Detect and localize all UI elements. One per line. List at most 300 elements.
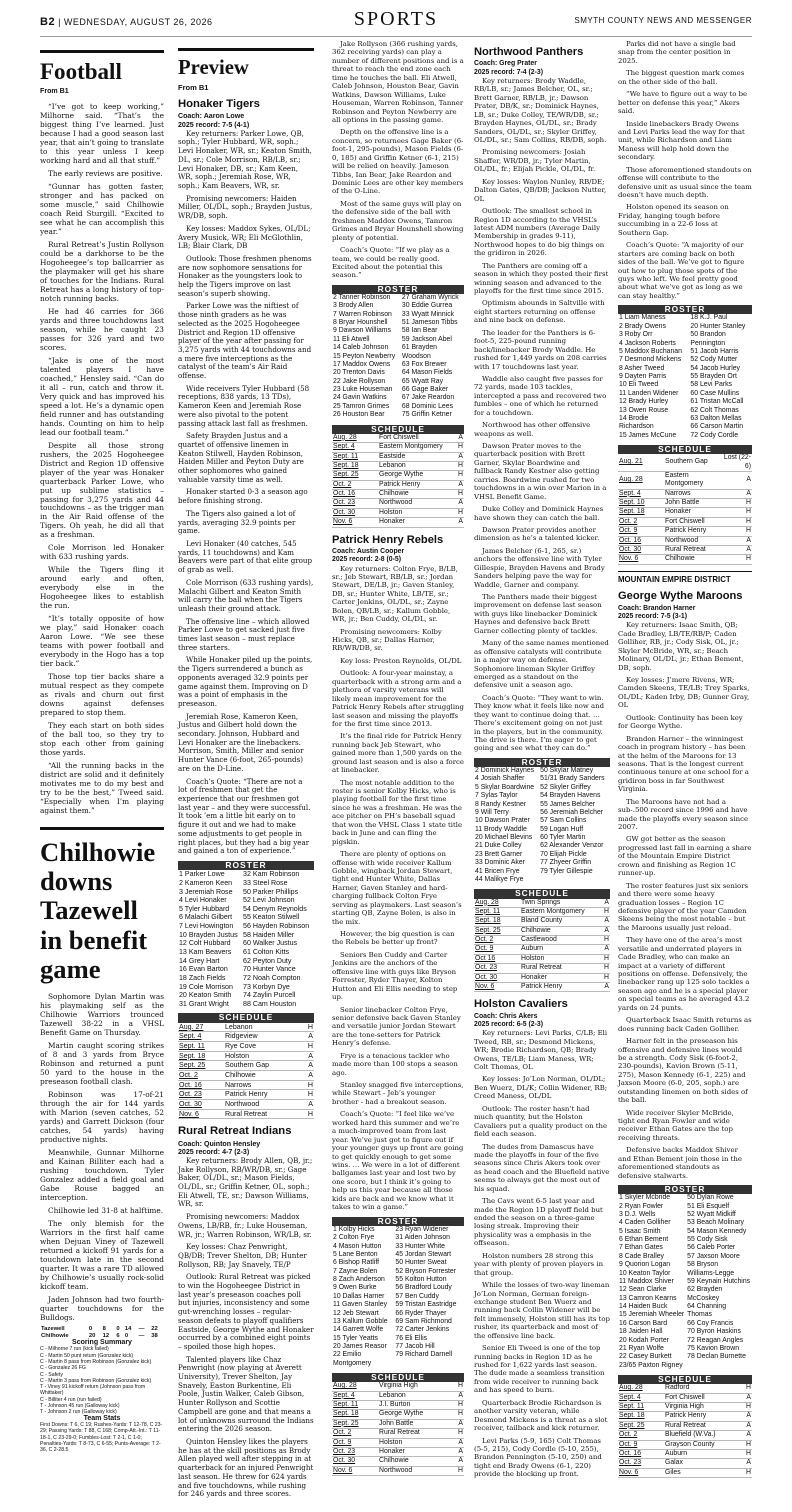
roster-row xyxy=(178,1000,314,1009)
score-cell: 8 xyxy=(102,1325,106,1332)
home-away: A xyxy=(601,926,610,935)
roster-player: 5 Tyler Hubbard xyxy=(179,904,230,913)
schedule-row xyxy=(332,1419,464,1428)
paragraph: Despite all those strong rushers, the 2025 Hogoheegee District and Region 1D offensive player of the year was Honaker quarterback Parker Lowe, who put up sublime statistics – passing for 3,275 yards and 44 touchdowns – as the trigger man in the Air Raid offense of the Tigers. Oh yeah, he did all that as a freshman. xyxy=(40,440,164,540)
roster-row xyxy=(474,868,610,876)
roster-player: 8 Randy Kestner xyxy=(475,800,527,808)
scoring-list xyxy=(40,1346,164,1415)
roster-player: 60 Case Mullins xyxy=(690,389,740,397)
paragraph: “It’s totally opposite of how we play,” said Honaker coach Aaron Lowe. “We see these teams with power football and everybody in the Hogo has a top tier back.” xyxy=(40,614,164,669)
paragraph: The Panthers made their biggest improvement on defense last season with guys like linebacker Dominick Haynes and defensive back Brett Garner collecting plenty of tackles. xyxy=(474,593,602,635)
opponent: Eastern Montgomery xyxy=(378,443,456,452)
roster-row xyxy=(178,965,314,974)
preview-column xyxy=(178,48,314,1503)
roster-row xyxy=(474,876,610,884)
roster-player: 70 Byron Haskins xyxy=(687,1328,741,1336)
schedule-row xyxy=(618,527,752,536)
roster-player: 66 Coy Francis xyxy=(687,1319,734,1327)
game-date: Aug. 27 xyxy=(178,1023,224,1032)
home-away: H xyxy=(742,1403,752,1412)
opponent: Bluefield (W.Va.) xyxy=(664,1431,742,1440)
roster-player: 11 Landen Widener xyxy=(619,389,679,397)
paragraph: Coach’s Quote: “I feel like we’ve worked hard this summer and we’re a much-improved team from last year. We’ve just got to figure out if your younger guys up front are going to get quickly enough to get some wins. … We were in a lot of different ballgames last year and lost two by one score, but I think it’s going to help us this year because all those kids are back and we know what it takes to win a game.” xyxy=(332,1110,464,1212)
roster-row xyxy=(332,1318,464,1326)
roster-player: 2 Tanner Robinson xyxy=(333,293,391,301)
team-northwood xyxy=(474,46,610,992)
roster-player: 44 Malikye Frye xyxy=(475,875,524,883)
roster-player: 59 Tristan Eastridge xyxy=(395,1301,457,1309)
paragraph: Quarterback Brodie Richardson is another varsity veteran, while Desmond Mickens is a threat as a slot receiver, tailback and kick returner. xyxy=(474,1398,608,1433)
home-away: H xyxy=(302,1090,314,1100)
roster-player: 4 Caden Golliher xyxy=(619,1219,671,1227)
roster-row xyxy=(332,1293,464,1301)
roster-row xyxy=(332,1234,464,1242)
paragraph: Dawson Prater moves to the quarterback position with Brett Garner, Skylar Boardwine and fullback Randy Kestner also getting carries. Boardwine rushed for two touchdowns in a win over Marion in a VHSL Benefit Game. xyxy=(474,442,607,501)
roster-player: 79 Tyler Gillespie xyxy=(540,867,593,875)
roster-player: 18 K.J. Paul xyxy=(690,314,728,322)
roster-player: 3 Roby Orr xyxy=(619,331,653,339)
home-away: H xyxy=(453,1410,464,1419)
roster-player xyxy=(686,1362,752,1370)
schedule-heading: SCHEDULE xyxy=(618,1375,752,1384)
paragraph: The Cavs went 6-5 last year and made the Region 1D playoff field but ended the season on a three-game losing streak. Improving their physicality was a emphasis in the offseason. xyxy=(474,1197,603,1248)
team-stats: First Downs: T 6, C 19; Rushes-Yards: T 12-78, C 23-29; Passing Yards: T 88, C 168; Comp-Att.-Int.: T 11-18-1, C 23-29-0; Fumbles-Lost: T 2-1, C 1-0; Penalties-Yards: T 8-73, C 6-55; Punts-Average: T 2-36, C 2-28.5 xyxy=(40,1422,163,1454)
roster-player: 50 Skylar Matney xyxy=(540,767,594,775)
home-away: H xyxy=(302,1080,314,1090)
paragraph: “All the running backs in the district are solid and it definitely motivates me to do my best and try to be the best,” Tweed said. “Especially when I’m playing against them.” xyxy=(40,761,164,815)
roster-player: 73 Korbyn Dye xyxy=(243,982,290,991)
roster-player: 57 Sam Collins xyxy=(540,817,587,825)
opponent: Chilhowie xyxy=(520,926,601,935)
paragraph: Senior linebacker Colton Frye, senior defensive back Gaven Stanley and versatile junior Jordan Stewart are the tone-setters for Patrick Henry’s defense. xyxy=(332,1005,461,1048)
schedule-row xyxy=(618,499,752,508)
scoring-play: C - Martin 50 punt return (Gonzalez kick) xyxy=(40,1352,134,1359)
paragraph: Key loss: Preston Reynolds, OL/DL xyxy=(340,656,462,665)
game-date: Sept. 4 xyxy=(332,443,378,452)
schedule-heading: SCHEDULE xyxy=(618,445,752,454)
schedule-row xyxy=(332,471,464,480)
roster-player: 10 Brayden Justus xyxy=(179,930,238,939)
roster-player: 20 Michael Blevins xyxy=(475,834,533,842)
game-date: Sept. 11 xyxy=(332,1401,378,1410)
team-record: 2025 record: 2-8 (0-5) xyxy=(332,556,402,564)
opponent: Northwood xyxy=(378,1466,453,1475)
paragraph: Dawson Prater provides another dimension as he’s a talented kicker. xyxy=(474,525,600,543)
opponent: Lebanon xyxy=(378,1391,453,1400)
paragraph: Waddle also caught five passes for 72 yards, made 103 tackles, intercepted a pass and recovered two fumbles – one of which he returned for a touchdown. xyxy=(474,374,607,417)
home-away: A xyxy=(456,499,464,508)
paragraph: Outlook: A four-year mainstay, a quarterback with a strong arm and a plethora of varsity veterans will likely mean improvement for the Patrick Henry Rebels after struggling last season and missing the playoffs for the first time since 2013. xyxy=(332,669,464,728)
schedule-row xyxy=(618,454,752,471)
roster-row xyxy=(618,1253,752,1261)
game-date: Sept. 11 xyxy=(332,452,378,461)
home-away: H xyxy=(456,461,464,470)
roster-row xyxy=(332,1301,464,1309)
opponent: Northwood xyxy=(378,499,456,508)
roster-row xyxy=(618,1362,752,1370)
opponent: Rural Retreat xyxy=(664,545,722,554)
schedule-row xyxy=(178,1080,314,1090)
roster-player: 11 Eli Atwell xyxy=(333,335,370,343)
roster-row xyxy=(618,1236,752,1244)
roster-box xyxy=(618,1185,752,1370)
opponent: Galax xyxy=(664,1459,742,1468)
roster-row xyxy=(618,1345,752,1353)
game-date: Oct. 23 xyxy=(618,1459,664,1468)
opponent: Honaker xyxy=(378,518,456,527)
paper-name: SMYTH COUNTY NEWS AND MESSENGER xyxy=(574,16,752,25)
roster-player: 3 Brody Allen xyxy=(333,302,374,310)
roster-player: 7 Sylas Taylor xyxy=(475,792,518,800)
roster-row xyxy=(618,423,752,431)
schedule-row xyxy=(474,936,610,945)
opponent: Holston xyxy=(378,1438,453,1447)
roster-player: 72 Carter Jenkins xyxy=(395,1326,450,1334)
roster-player: 1 Skyler Mcbride xyxy=(619,1194,671,1202)
home-away: A xyxy=(742,1393,752,1402)
roster-row xyxy=(474,851,610,859)
roster-player: 13 Owen Rouse xyxy=(619,406,669,414)
team-coach: Coach: Brandon Harner xyxy=(618,604,696,612)
roster-box xyxy=(618,305,752,440)
roster-row xyxy=(618,1337,752,1345)
game-date: Aug. 21 xyxy=(618,454,664,471)
opponent: Chilhowie xyxy=(224,1070,302,1080)
opponent: Patrick Henry xyxy=(664,1412,742,1421)
opponent: George Wythe xyxy=(378,471,456,480)
football-from: From B1 xyxy=(40,87,69,96)
roster-player: 13 Camron Kearns xyxy=(619,1294,677,1302)
schedule-row xyxy=(332,1391,464,1400)
home-away: H xyxy=(453,1466,464,1475)
opponent: Twin Springs xyxy=(520,899,601,908)
game-date: Oct. 2 xyxy=(618,517,664,526)
roster-row xyxy=(618,1278,752,1286)
roster-player: 14 Haiden Buck xyxy=(619,1303,668,1311)
paragraph: Brandon Harner – the winningest coach in program history – has been at the helm of the Maroons for 13 seasons. That is the longest current continuous tenure at one school for a gridiron boss in far Southwest Virginia. xyxy=(618,734,749,794)
roster-player: 10 Dallas Harner xyxy=(333,1292,385,1300)
home-away: H xyxy=(742,1440,752,1449)
opponent: Patrick Henry xyxy=(520,982,601,991)
roster-player: 51 Jacob Harris xyxy=(690,347,739,355)
paragraph: Coach’s Quote: “If we play as a team, we could be really good. Excited about the potential this season.” xyxy=(332,246,450,280)
schedule-row xyxy=(618,517,752,526)
roster-row xyxy=(332,1310,464,1318)
scoring-play: T - Viney 91 kickoff return (Johnson pass from Whittaker) xyxy=(40,1384,146,1397)
score-row xyxy=(40,1326,164,1333)
schedule-row xyxy=(332,1382,464,1391)
scoring-title: Scoring Summary xyxy=(72,1338,132,1346)
paragraph: Martin caught scoring strikes of 8 and 3 yards from Bryce Robinson and returned a punt 50 yard to the house in the preseason football clash. xyxy=(40,1041,164,1087)
paragraph: Cole Morrison led Honaker with 633 rushing yards. xyxy=(40,543,164,562)
opponent: Rural Retreat xyxy=(520,964,601,973)
game-date: Sept. 4 xyxy=(178,1032,224,1042)
game-date: Oct. 2 xyxy=(332,1429,378,1438)
game-date: Oct. 30 xyxy=(332,508,378,517)
roster-player: 12 Colt Hubbard xyxy=(179,939,231,948)
schedule-heading: SCHEDULE xyxy=(474,889,610,898)
roster-player: 15 Tyler Yeatts xyxy=(333,1334,378,1342)
roster-row xyxy=(178,939,314,948)
opponent: Chilhowie xyxy=(378,490,456,499)
home-away: Lost (22-6) xyxy=(723,454,751,470)
team-honaker xyxy=(178,98,314,1119)
schedule-box xyxy=(332,1373,464,1476)
roster-row xyxy=(618,340,752,348)
roster-player: 12 Brady Hurley xyxy=(619,398,669,406)
team-coach: Coach: Greg Prater xyxy=(474,60,537,68)
roster-heading: ROSTER xyxy=(178,861,314,870)
paragraph: Coach’s Quote: “A majority of our starters are coming back on both sides of the ball. We’ve got to figure out how to plug those spots of the guys who left. We feel pretty good about what we’ve got as long as we can stay healthy.” xyxy=(618,241,745,300)
paragraph: Optimism abounds in Saltville with eight starters returning on offense and nine back on defense. xyxy=(474,299,605,325)
schedule-row xyxy=(618,1403,752,1412)
roster-heading: ROSTER xyxy=(332,1217,464,1226)
roster-player: 62 Peyton Duty xyxy=(243,956,292,965)
schedule-row xyxy=(178,1090,314,1100)
roster-player: 2 Kameron Keen xyxy=(179,878,233,887)
paragraph: While Honaker piled up the points, the Tigers surrendered a bunch as opponents averaged 32.9 points per game against them. Improving on D was a point of emphasis in the preseason. xyxy=(178,655,313,708)
game-date: Sept. 18 xyxy=(332,1410,378,1419)
game-date: Aug. 28 xyxy=(474,899,520,908)
schedule-row xyxy=(474,945,610,954)
opponent: Virginia High xyxy=(664,1403,742,1412)
game-date: Sept. 25 xyxy=(332,471,378,480)
roster-player: 5 Maddox Buchanan xyxy=(619,347,682,355)
game-date: Oct. 23 xyxy=(474,964,520,973)
roster-player: 56 Hayden Robinson xyxy=(243,922,310,931)
schedule-row xyxy=(474,964,610,973)
paragraph: Sophomore Dylan Martin was his playmaking self as the Chilhowie Warriors trounced Tazewell 38-22 in a VHSL Benefit Game on Thursday. xyxy=(40,992,164,1038)
game-date: Oct. 16 xyxy=(618,536,664,545)
roster-heading: ROSTER xyxy=(474,758,610,767)
paragraph: Key losses: Waylon Nunley, RB/DE; Dalton Gates, QB/DB; Jackson Nutter, OL xyxy=(474,177,607,203)
roster-player: 58 Haiden Miller xyxy=(243,930,295,939)
schedule-row xyxy=(474,982,610,991)
roster-row xyxy=(332,1335,464,1343)
game-date: Oct. 30 xyxy=(618,545,664,554)
game-date: Oct 16 xyxy=(474,954,520,963)
roster-table xyxy=(474,767,610,884)
section-title: SPORTS xyxy=(353,8,439,30)
roster-row xyxy=(178,913,314,922)
team-coach: Coach: Quinton Hensley xyxy=(178,1139,261,1148)
paragraph: They have one of the area’s most versatile and underrated players in Cade Bradley, who can make an impact at a variety of different positions on offense. Defensively, the linebacker rang up 125 solo tackles a season ago and he is a special player on special teams as he averaged 43.2 yards on 24 punts. xyxy=(618,936,750,1012)
roster-player: 75 Kavion Brown xyxy=(687,1344,740,1352)
home-away: A xyxy=(601,945,610,954)
score-cell: 12 xyxy=(102,1332,110,1339)
scoring-play: C - Martin 8 pass from Robinson (Gonzalez kick) xyxy=(40,1358,152,1365)
opponent: Holston xyxy=(520,954,601,963)
schedule-row xyxy=(618,1393,752,1402)
roster-player: 4 Mason Hutton xyxy=(333,1242,382,1250)
paragraph: Senior Eli Tweed is one of the top running backs in Region 1D as he rushed for 1,622 yards last season. The dude made a seamless transition from wide receiver to running back and has speed to burn. xyxy=(474,1344,605,1395)
roster-player: 5 Lane Benton xyxy=(333,1250,378,1258)
roster-player: 75 Griffin Ketner xyxy=(401,411,452,419)
opponent: Chilhowie xyxy=(664,555,722,564)
roster-row xyxy=(618,1194,752,1202)
roster-row xyxy=(474,826,610,834)
home-away: A xyxy=(742,1459,752,1468)
paragraph: Key losses: Chaz Penwright, QB/DB; Trever Shelton, DB; Hunter Rollyson, RB; Jay Snavely, TE/P xyxy=(178,1242,307,1269)
roster-player: 41 Bricen Frye xyxy=(475,867,520,875)
scoring-play: C - Safety xyxy=(40,1371,63,1378)
opponent: Eastern Montgomery xyxy=(520,907,601,916)
paragraph: Outlook: Rural Retreat was picked to win the Hogoheegee District in last year’s preseason coaches poll but injuries, inconsistency and some gut-wrenching losses – regular-season defeats to playoff qualifiers Eastside, George Wythe and Honaker occurred by a combined eight points – spoiled those high hopes. xyxy=(178,1272,314,1351)
roster-row xyxy=(618,1286,752,1294)
roster-player: 31 Grant Wright xyxy=(179,999,229,1008)
roster-player: 56 Bradford Loudy xyxy=(395,1284,452,1292)
paragraph: The most notable addition to the roster is senior Kolby Hicks, who is playing football for the first time since he was a freshman. He was the ace pitcher on PH’s baseball squad that won the VHSL Class 1 state title back in June and can fling the pigskin. xyxy=(332,778,463,846)
paragraph: Coach’s Quote: “There are not a lot of freshmen that get the experience that our freshmen got last year – and they were successful. It took ’em a little bit early on to figure it out and we had to make some adjustments to get people in right places, but they had a big year and gained a ton of experience.” xyxy=(178,776,311,856)
roster-row xyxy=(618,331,752,339)
roster-player: 1 Kolby Hicks xyxy=(333,1225,375,1233)
roster-player: 14 Garrett Wolfe xyxy=(333,1326,384,1334)
paragraph: Levi Honaker (40 catches, 545 yards, 11 touchdowns) and Kam Beavers were part of that elite group of grab as well. xyxy=(178,539,313,575)
roster-row xyxy=(618,1353,752,1361)
game-date: Sept. 25 xyxy=(332,1419,378,1428)
schedule-row xyxy=(332,1466,464,1475)
home-away: A xyxy=(601,982,610,991)
home-away: A xyxy=(601,899,610,908)
roster-row xyxy=(618,1219,752,1227)
roster-player: Montgomery xyxy=(333,1359,372,1367)
roster-player: 14 Brodie xyxy=(619,414,649,422)
roster-player: 2 Brady Owens xyxy=(619,322,666,330)
game-date: Sept. 18 xyxy=(474,917,520,926)
roster-player: 23 Brett Garner xyxy=(475,850,523,858)
column-5 xyxy=(618,40,752,1484)
paragraph: Quarterback Isaac Smith returns as does running back Caden Golliher. xyxy=(618,1016,752,1033)
roster-player: 62 Alexander Venzor xyxy=(540,842,604,850)
roster-player: 7 Ethan Gates xyxy=(619,1244,663,1252)
roster-row xyxy=(332,403,464,411)
roster-row xyxy=(618,1228,752,1236)
roster-player xyxy=(394,1360,464,1368)
roster-player: 21 Duke Colley xyxy=(475,842,522,850)
score-cell: Tazewell xyxy=(41,1325,65,1332)
roster-row xyxy=(178,922,314,931)
roster-player: 62 Colt Thomas xyxy=(690,406,739,414)
roster-row xyxy=(332,327,464,335)
roster-row xyxy=(178,991,314,1000)
opponent: Auburn xyxy=(664,1449,742,1458)
paragraph: There are plenty of options on offense with wide receiver Kallum Gobble, wingback Jordan Stewart, tight end Hunter White, Dallas Harner, Gaven Stanley and hard-charging fullback Colton Frye serving as playmakers. Last season’s starting QB, Zayne Bolen, is also in the mix. xyxy=(332,850,462,926)
game-date: Oct. 16 xyxy=(178,1080,224,1090)
roster-row xyxy=(332,1276,464,1284)
roster-heading: ROSTER xyxy=(332,285,464,294)
roster-player: 51/31 Brady Sanders xyxy=(540,775,605,783)
paragraph: Those aforementioned standouts on offense will contribute to the defensive unit as usual since the team doesn’t have much depth. xyxy=(618,165,752,199)
home-away: H xyxy=(601,973,610,982)
roster-row xyxy=(618,1270,752,1278)
paragraph: Holston opened its season on Friday, hanging tough before succumbing in a 22-6 loss at Southern Gap. xyxy=(618,203,729,237)
roster-player: 2 Ryan Fowler xyxy=(619,1202,664,1210)
schedule-row xyxy=(332,1457,464,1466)
roster-player: 5 Skylar Boardwine xyxy=(475,783,535,791)
paragraph: Key returners: Colton Frye, B/LB, sr.; Jeb Stewart, RB/LB, sr.; Jordan Stewart, DE/LB, jr.; Gaven Stanley, DB, sr.; Hunter White, LB/TE, sr.; Carter Jenkins, OL/DL, sr.; Zayne Bolen, QB/LB, sr.; Kallum Gobble, WR, jr.; Ben Cuddy, OL/DL, sr. xyxy=(332,564,458,624)
schedule-box xyxy=(618,445,752,565)
game-date: Aug. 28 xyxy=(332,434,378,443)
roster-row xyxy=(332,319,464,327)
roster-player: 11 Brody Waddle xyxy=(475,825,527,833)
roster-player: 61 Colton Kitts xyxy=(243,947,290,956)
home-away: H xyxy=(742,1384,752,1393)
roster-heading: ROSTER xyxy=(618,1185,752,1194)
paragraph: Outlook: The smallest school in Region 1D according to the VHSL’s latest ADM numbers (Average Daily Membership in grades 9-11), Northwood hopes to do big things on the gridiron in 2026. xyxy=(474,207,605,258)
roster-row xyxy=(332,1343,464,1351)
team-george-wythe xyxy=(618,571,752,1478)
roster-player: 57 Jaxson Moore xyxy=(687,1252,740,1260)
paragraph: Talented players like Chaz Penwright (now playing at Averett University), Trever Shelton, Jay Snavely, Easton Burkentine, Eli Poole, Justin Walker, Caleb Gibson, Hunter Rollyson and Scottie Campbell are gone and that means a lot of unknowns surround the Indians entering the 2026 season. xyxy=(178,1354,314,1434)
home-away: H xyxy=(456,471,464,480)
paragraph: Key returners: Parker Lowe, QB, soph.; Tyler Hubbard, WR, soph.; Levi Honaker, WR, sr.; Keaton Smith, DL, sr.; Cole Morrison, RB/LB, sr.; Levi Honaker, DB, sr.; Kam Keen, WR, soph.; Jeremiah Rose, WR, soph.; Kam Beavers, WR, sr. xyxy=(178,128,312,190)
opponent: Radford xyxy=(664,1384,742,1393)
roster-player: 23 Ryan Widener xyxy=(395,1225,449,1233)
roster-row xyxy=(332,302,464,310)
roster-player: 33 Dominic Aker xyxy=(475,859,525,867)
paragraph: Quinton Hensley likes the players he has at the skill positions as Brody Allen played well after stepping in at quarterback for an injured Penwright last season. He threw for 624 yards and five touchdowns, while rushing for 246 yards and three scores. xyxy=(178,1436,314,1499)
home-away: H xyxy=(453,1382,464,1391)
game-date: Aug. 28 xyxy=(618,471,664,489)
roster-player: 13 Kam Beavers xyxy=(179,947,232,956)
roster-player: 8 Cade Bralley xyxy=(619,1252,664,1260)
game-date: Nov. 6 xyxy=(332,1466,378,1475)
team-coach: Coach: Aaron Lowe xyxy=(178,112,245,121)
roster-player: 3 D.J. Wells xyxy=(619,1210,656,1218)
roster-heading: ROSTER xyxy=(618,305,752,314)
opponent: Grayson County xyxy=(664,1440,742,1449)
schedule-row xyxy=(474,926,610,935)
schedule-row xyxy=(474,973,610,982)
paragraph: Honaker started 0-3 a season ago before finishing strong. xyxy=(178,487,308,506)
paragraph: The biggest question mark comes on the other side of the ball. xyxy=(618,69,745,86)
roster-table xyxy=(332,294,464,420)
roster-player: 45 Jordan Stewart xyxy=(395,1250,452,1258)
roster-player: 55 Brayden Ort xyxy=(690,373,737,381)
roster-player: 9 Quorion Logan xyxy=(619,1261,671,1269)
score-cell: 38 xyxy=(151,1332,158,1339)
roster-player: 7 Levi Howington xyxy=(179,922,234,931)
roster-player: 11 Maddox Shiver xyxy=(619,1277,674,1285)
home-away: A xyxy=(742,1431,752,1440)
roster-row xyxy=(178,870,314,879)
opponent: Ridgeview xyxy=(224,1032,302,1042)
roster-row xyxy=(332,369,464,377)
roster-player: 13 Kallum Gobble xyxy=(333,1317,388,1325)
paragraph: Meanwhile, Gunnar Milhorne and Kainan Billiter each had a rushing touchdown. Tyler Gonzalez added a field goal and Gabe Rouse bagged an interception. xyxy=(40,1147,164,1202)
roster-row xyxy=(332,361,464,369)
roster-row xyxy=(618,1295,752,1303)
roster-player: 72 Cody Cordle xyxy=(690,431,739,439)
roster-player: 52 Bryson Forrester xyxy=(395,1267,457,1275)
opponent: Patrick Henry xyxy=(378,480,456,489)
roster-player: 23/65 Paxton Rigney xyxy=(619,1361,683,1369)
home-away: H xyxy=(302,1023,314,1032)
roster-player: 62 Brayden xyxy=(687,1286,723,1294)
schedule-row xyxy=(474,907,610,916)
home-away: H xyxy=(453,1429,464,1438)
game-date: Sept. 4 xyxy=(618,489,664,498)
roster-row xyxy=(618,314,752,322)
paragraph: Promising newcomers: Haiden Miller, OL/DL, soph.; Brayden Justus, WR/DB, soph. xyxy=(178,193,313,221)
score-cell: 6 xyxy=(116,1332,120,1339)
paragraph: Holston numbers 28 strong this year with plenty of proven players in that group. xyxy=(474,1251,604,1277)
roster-player: 12 Jeb Stewart xyxy=(333,1309,379,1317)
roster-player: 63 Fox Brewer xyxy=(401,360,447,368)
home-away: A xyxy=(742,1421,752,1430)
roster-player: 30 Eddie Gurrea xyxy=(401,302,453,310)
schedule-table xyxy=(332,434,464,528)
